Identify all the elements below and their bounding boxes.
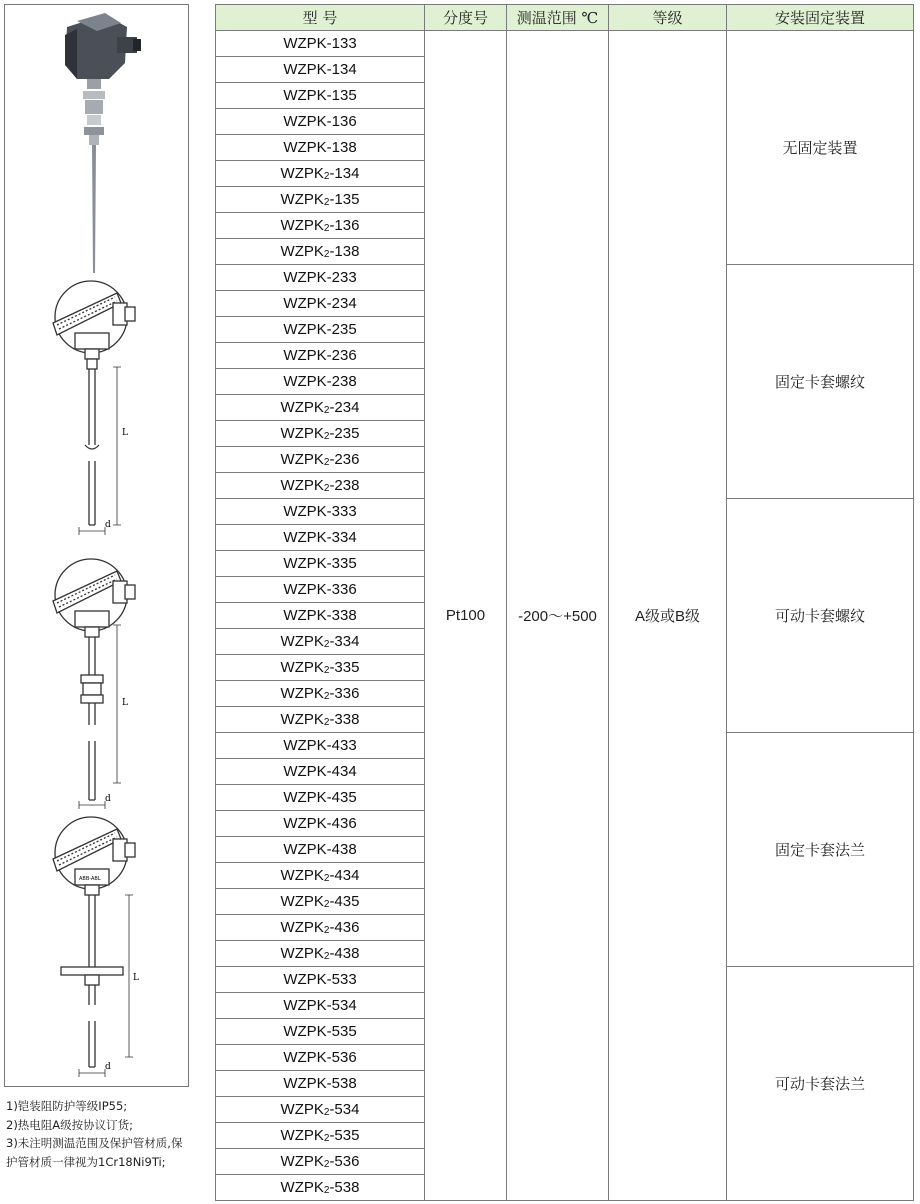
mount-cell: 可动卡套法兰 (727, 967, 914, 1201)
model-base: WZPK (283, 997, 327, 1014)
model-cell (216, 603, 425, 629)
model-suffix: -235 (329, 425, 360, 442)
drawing-fixed-thread (53, 281, 135, 535)
model-cell (216, 109, 425, 135)
model-cell (216, 733, 425, 759)
drawing-movable-thread (53, 559, 135, 809)
model-suffix: -438 (329, 945, 360, 962)
model-suffix: -538 (329, 1179, 360, 1196)
model-suffix: -535 (326, 1023, 357, 1040)
model-suffix: -234 (329, 399, 360, 416)
model-base: WZPK (283, 1023, 327, 1040)
model-base: WZPK (283, 971, 327, 988)
table-row (216, 31, 914, 57)
model-cell (216, 473, 425, 499)
model-subscript: 2 (323, 691, 330, 702)
model-cell (216, 863, 425, 889)
model-suffix: -435 (329, 893, 360, 910)
model-base: WZPK (283, 373, 327, 390)
model-base: WZPK (280, 893, 324, 910)
model-suffix: -336 (329, 685, 360, 702)
model-cell (216, 1071, 425, 1097)
model-suffix: -234 (326, 295, 357, 312)
model-base: WZPK (283, 61, 327, 78)
model-subscript: 2 (323, 717, 330, 728)
model-cell (216, 421, 425, 447)
dim-diameter-label-1: d (105, 520, 111, 530)
model-cell (216, 551, 425, 577)
model-base: WZPK (280, 1153, 324, 1170)
model-suffix: -334 (329, 633, 360, 650)
model-base: WZPK (283, 295, 327, 312)
model-base: WZPK (280, 451, 324, 468)
model-suffix: -235 (326, 321, 357, 338)
model-suffix: -335 (329, 659, 360, 676)
model-cell (216, 1149, 425, 1175)
table-header-row (216, 5, 914, 31)
grade-cell: A级或B级 (609, 31, 727, 1201)
model-base: WZPK (283, 737, 327, 754)
model-base: WZPK (280, 1127, 324, 1144)
nameplate-text: ABB-ABL (79, 876, 101, 882)
model-cell (216, 629, 425, 655)
model-cell (216, 317, 425, 343)
model-cell (216, 369, 425, 395)
model-suffix: -434 (326, 763, 357, 780)
model-subscript: 2 (323, 197, 330, 208)
model-suffix: -133 (326, 35, 357, 52)
footnotes (6, 1097, 192, 1171)
sensor-photo (65, 13, 141, 273)
model-base: WZPK (280, 685, 324, 702)
model-suffix: -238 (329, 477, 360, 494)
model-subscript: 2 (323, 1185, 330, 1196)
header-graduation: 分度号 (425, 5, 507, 31)
model-suffix: -536 (326, 1049, 357, 1066)
model-cell (216, 811, 425, 837)
model-cell (216, 213, 425, 239)
model-suffix: -433 (326, 737, 357, 754)
model-base: WZPK (283, 607, 327, 624)
model-suffix: -334 (326, 529, 357, 546)
model-base: WZPK (283, 87, 327, 104)
dim-length-label-3: L (133, 973, 139, 983)
mount-cell: 固定卡套法兰 (727, 733, 914, 967)
model-base: WZPK (283, 139, 327, 156)
model-cell (216, 889, 425, 915)
header-model: 型 号 (216, 5, 425, 31)
model-subscript: 2 (323, 899, 330, 910)
model-base: WZPK (280, 1179, 324, 1196)
model-cell (216, 1097, 425, 1123)
model-suffix: -338 (329, 711, 360, 728)
model-cell (216, 785, 425, 811)
model-base: WZPK (283, 763, 327, 780)
dim-length-label-1: L (122, 428, 128, 438)
model-suffix: -535 (329, 1127, 360, 1144)
model-base: WZPK (283, 1049, 327, 1066)
model-subscript: 2 (323, 249, 330, 260)
model-base: WZPK (283, 113, 327, 130)
model-subscript: 2 (323, 665, 330, 676)
model-base: WZPK (280, 919, 324, 936)
model-base: WZPK (283, 35, 327, 52)
model-cell (216, 1123, 425, 1149)
model-base: WZPK (283, 1075, 327, 1092)
model-cell (216, 1175, 425, 1201)
model-cell (216, 681, 425, 707)
model-base: WZPK (283, 347, 327, 364)
model-cell (216, 161, 425, 187)
mount-cell: 无固定装置 (727, 31, 914, 265)
header-temp-range: 测温范围 ℃ (507, 5, 609, 31)
model-suffix: -135 (326, 87, 357, 104)
model-cell (216, 1045, 425, 1071)
model-base: WZPK (280, 711, 324, 728)
model-suffix: -236 (329, 451, 360, 468)
drawing-flange (53, 817, 135, 1077)
model-suffix: -435 (326, 789, 357, 806)
model-cell (216, 187, 425, 213)
model-cell (216, 837, 425, 863)
model-base: WZPK (283, 555, 327, 572)
model-suffix: -236 (326, 347, 357, 364)
model-suffix: -533 (326, 971, 357, 988)
model-base: WZPK (280, 633, 324, 650)
dim-length-label-2: L (122, 698, 128, 708)
model-subscript: 2 (323, 223, 330, 234)
model-cell (216, 57, 425, 83)
model-subscript: 2 (323, 457, 330, 468)
mount-cell: 可动卡套螺纹 (727, 499, 914, 733)
model-subscript: 2 (323, 639, 330, 650)
model-base: WZPK (280, 399, 324, 416)
dim-diameter-label-2: d (105, 794, 111, 804)
model-base: WZPK (283, 321, 327, 338)
model-suffix: -534 (329, 1101, 360, 1118)
model-base: WZPK (283, 789, 327, 806)
model-cell (216, 993, 425, 1019)
model-cell (216, 499, 425, 525)
temp-range-cell: -200～+500 (507, 31, 609, 1201)
model-suffix: -436 (326, 815, 357, 832)
model-cell (216, 707, 425, 733)
model-subscript: 2 (323, 431, 330, 442)
model-cell (216, 1019, 425, 1045)
model-base: WZPK (280, 243, 324, 260)
graduation-cell: Pt100 (425, 31, 507, 1201)
model-subscript: 2 (323, 873, 330, 884)
model-base: WZPK (280, 217, 324, 234)
model-suffix: -338 (326, 607, 357, 624)
model-cell (216, 967, 425, 993)
model-base: WZPK (280, 425, 324, 442)
note-1: 1)铠装阻防护等级IP55; (6, 1099, 128, 1113)
model-suffix: -333 (326, 503, 357, 520)
model-base: WZPK (283, 841, 327, 858)
model-suffix: -534 (326, 997, 357, 1014)
model-suffix: -436 (329, 919, 360, 936)
thermometer-drawings (5, 5, 190, 1088)
model-cell (216, 577, 425, 603)
model-base: WZPK (280, 1101, 324, 1118)
model-suffix: -238 (326, 373, 357, 390)
model-base: WZPK (280, 867, 324, 884)
model-base: WZPK (280, 191, 324, 208)
model-cell (216, 941, 425, 967)
model-base: WZPK (280, 477, 324, 494)
model-suffix: -134 (329, 165, 360, 182)
model-subscript: 2 (323, 1107, 330, 1118)
model-cell (216, 343, 425, 369)
model-subscript: 2 (323, 1133, 330, 1144)
mount-cell: 固定卡套螺纹 (727, 265, 914, 499)
model-suffix: -138 (326, 139, 357, 156)
note-2: 2)热电阻A级按协议订货; (6, 1117, 134, 1132)
model-subscript: 2 (323, 925, 330, 936)
model-base: WZPK (280, 165, 324, 182)
model-cell (216, 915, 425, 941)
model-cell (216, 655, 425, 681)
model-cell (216, 395, 425, 421)
model-suffix: -135 (329, 191, 360, 208)
model-suffix: -438 (326, 841, 357, 858)
header-grade: 等级 (609, 5, 727, 31)
model-suffix: -336 (326, 581, 357, 598)
model-cell (216, 239, 425, 265)
model-subscript: 2 (323, 405, 330, 416)
model-suffix: -136 (329, 217, 360, 234)
model-base: WZPK (283, 503, 327, 520)
model-cell (216, 525, 425, 551)
model-suffix: -233 (326, 269, 357, 286)
dim-diameter-label-3: d (105, 1062, 111, 1072)
model-suffix: -536 (329, 1153, 360, 1170)
model-suffix: -138 (329, 243, 360, 260)
model-suffix: -335 (326, 555, 357, 572)
model-suffix: -134 (326, 61, 357, 78)
table-body (216, 31, 914, 1201)
model-subscript: 2 (323, 483, 330, 494)
model-cell (216, 83, 425, 109)
model-cell (216, 135, 425, 161)
model-cell (216, 759, 425, 785)
model-base: WZPK (283, 581, 327, 598)
note-3: 3)未注明测温范围及保护管材质,保护管材质一律视为1Cr18Ni9Ti; (6, 1136, 183, 1169)
model-base: WZPK (280, 659, 324, 676)
model-cell (216, 447, 425, 473)
model-base: WZPK (283, 269, 327, 286)
spec-table (215, 4, 914, 1201)
model-subscript: 2 (323, 951, 330, 962)
product-illustration-panel (4, 4, 189, 1087)
model-subscript: 2 (323, 1159, 330, 1170)
model-cell (216, 31, 425, 57)
model-base: WZPK (280, 945, 324, 962)
model-base: WZPK (283, 815, 327, 832)
header-mount: 安装固定装置 (727, 5, 914, 31)
model-suffix: -136 (326, 113, 357, 130)
model-cell (216, 265, 425, 291)
model-suffix: -434 (329, 867, 360, 884)
model-suffix: -538 (326, 1075, 357, 1092)
model-base: WZPK (283, 529, 327, 546)
model-cell (216, 291, 425, 317)
model-subscript: 2 (323, 171, 330, 182)
